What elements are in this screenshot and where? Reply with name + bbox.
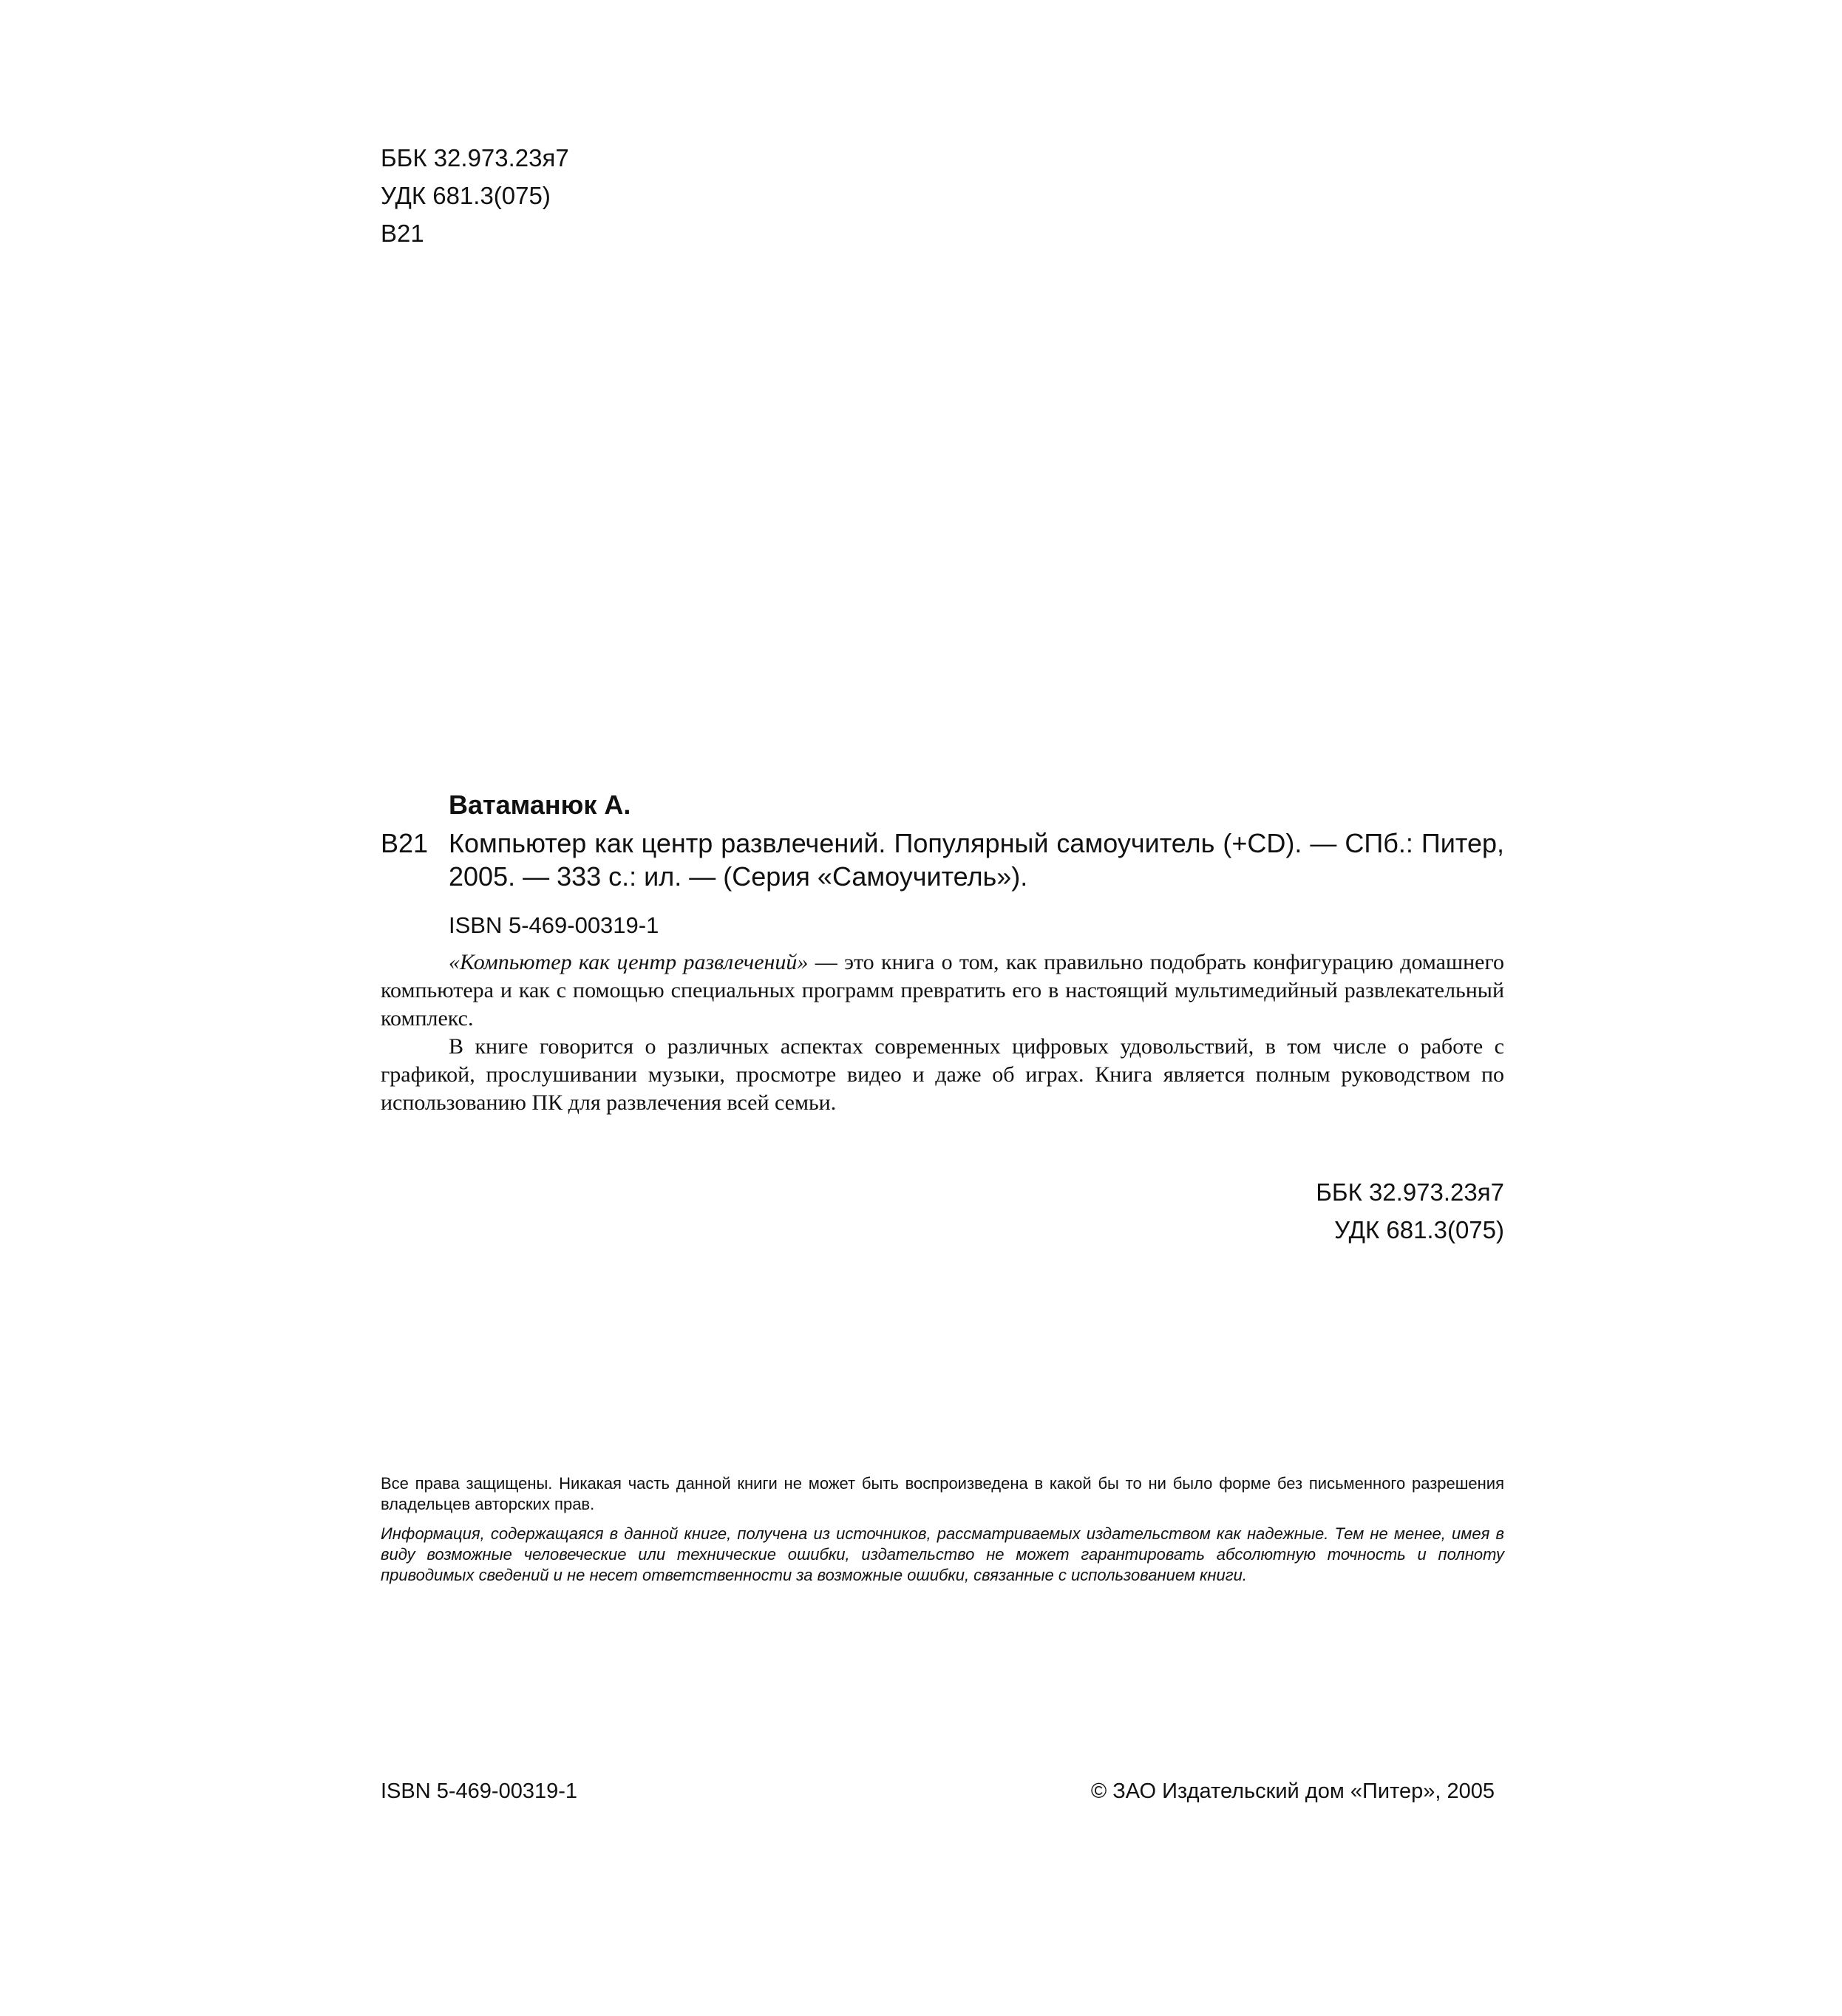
bbk-code: ББК 32.973.23я7 xyxy=(381,144,569,172)
footer-isbn: ISBN 5-469-00319-1 xyxy=(381,1779,577,1803)
bbk-code: ББК 32.973.23я7 xyxy=(1316,1178,1504,1206)
entry-description: Компьютер как центр развлечений. Популярный самоучитель (+CD). — СПб.: Питер, 2005. — 333 с.: ил. — (Серия «Самоучитель»). xyxy=(449,828,1504,892)
bibliographic-entry xyxy=(381,784,1504,942)
rights-notice: Все права защищены. Никакая часть данной книги не может быть воспроизведена в какой бы то ни было форме без письменного разрешения владельцев авторских прав. xyxy=(381,1474,1504,1513)
copyright-notice: © ЗАО Издательский дом «Питер», 2005 xyxy=(1090,1779,1495,1803)
udk-code: УДК 681.3(075) xyxy=(381,182,551,209)
annotation-paragraph xyxy=(381,948,1504,1033)
entry-isbn: ISBN 5-469-00319-1 xyxy=(449,912,659,938)
classification-block-bottom xyxy=(1316,1173,1504,1249)
disclaimer-notice: Информация, содержащаяся в данной книге, получена из источников, рассматриваемых издательством как надежные. Тем не менее, имея в виду возможные человеческие или технические ошибки, издательство не может гарантировать абсолютную точность и полноту приводимых сведений и не несет ответственности за возможные ошибки, связанные с использованием книги. xyxy=(381,1524,1504,1584)
annotation-paragraph: В книге говорится о различных аспектах современных цифровых удовольствий, в том числе о работе с графикой, прослушивании музыки, просмотре видео и даже об играх. Книга является полным руководством по использованию ПК для развлечения всей семьи. xyxy=(381,1034,1504,1115)
annotation-text: — это книга о том, как правильно подобрать конфигурацию домашнего компьютера и как с помощью специальных программ превратить его в настоящий мультимедийный развлекательный комплекс. xyxy=(381,950,1505,1031)
classification-block-top xyxy=(381,139,569,252)
author-name: Ватаманюк А. xyxy=(449,790,631,820)
annotation xyxy=(381,948,1504,1117)
udk-code: УДК 681.3(075) xyxy=(1334,1216,1504,1243)
entry-author-mark: В21 xyxy=(381,828,429,858)
bibliographic-description xyxy=(381,827,1504,893)
book-title-quote: «Компьютер как центр развлечений» xyxy=(449,950,809,974)
author-mark-code: В21 xyxy=(381,220,424,247)
legal-notice xyxy=(381,1473,1504,1595)
